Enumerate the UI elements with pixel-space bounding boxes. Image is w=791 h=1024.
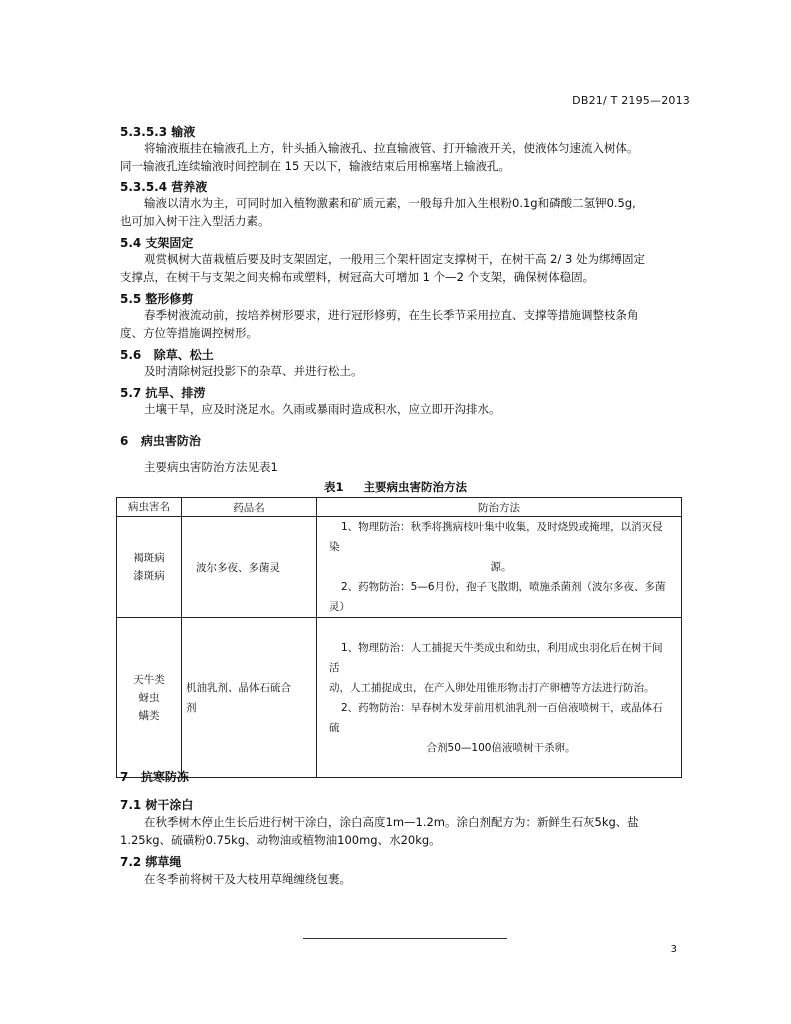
header-drug-name: 药品名 xyxy=(182,498,317,517)
table-caption: 表1 主要病虫害防治方法 xyxy=(323,480,468,494)
table-row xyxy=(117,618,682,778)
paragraph: 土壤干旱，应及时浇足水。久雨或暴雨时造成积水，应立即开沟排水。 xyxy=(144,402,501,416)
footer-divider xyxy=(303,938,507,939)
header-method: 防治方法 xyxy=(317,498,682,517)
paragraph: 将输液瓶挂在输液孔上方，针头插入输液孔、拉直输液管、打开输液开关，使液体匀速流入树体。 xyxy=(144,141,639,155)
section-7-2-title: 7.2 绑草绳 xyxy=(120,855,182,869)
method-line: 1、物理防治：人工捕捉天牛类成虫和幼虫，利用成虫羽化后在树干间活 xyxy=(329,641,663,674)
section-5-3-5-3-title: 5.3.5.3 输液 xyxy=(120,125,196,139)
section-7-1-title: 7.1 树干涂白 xyxy=(120,798,194,812)
section-5-6-title: 5.6 除草、松土 xyxy=(120,348,214,362)
pest-line: 褐斑病 xyxy=(133,552,165,564)
section-6-title: 6 病虫害防治 xyxy=(120,434,201,448)
paragraph: 输液以清水为主，可同时加入植物激素和矿质元素，一般每升加入生根粉0.1g和磷酸二氢钾0.5g, xyxy=(144,196,636,210)
section-5-3-5-4-title: 5.3.5.4 营养液 xyxy=(120,180,208,194)
paragraph: 在秋季树木停止生长后进行树干涂白，涂白高度1m—1.2m。涂白剂配方为：新鲜生石灰5kg、盐 xyxy=(144,815,639,829)
method-cell xyxy=(317,618,682,778)
pest-line: 漆斑病 xyxy=(133,570,165,582)
method-line: 2、药物防治：早春树木发芽前用机油乳剂一百倍液喷树干，或晶体石硫 xyxy=(329,701,663,734)
paragraph: 支撑点，在树干与支架之间夹棉布或塑料，树冠高大可增加 1 个—2 个支架，确保树体稳固。 xyxy=(120,270,595,284)
paragraph: 在冬季前将树干及大枝用草绳缠绕包裹。 xyxy=(144,872,351,886)
method-line: 2、药物防治：5—6月份，孢子飞散期，喷施杀菌剂（波尔多夜、多菌灵） xyxy=(329,581,666,613)
page-number: 3 xyxy=(670,944,677,955)
section-5-4-title: 5.4 支架固定 xyxy=(120,236,194,250)
section-5-5-title: 5.5 整形修剪 xyxy=(120,292,194,306)
paragraph: 度、方位等措施调控树形。 xyxy=(120,326,258,340)
paragraph: 1.25kg、硫磺粉0.75kg、动物油或植物油100mg、水20kg。 xyxy=(120,833,441,847)
drug-line: 机油乳剂、晶体石硫合 xyxy=(186,681,291,694)
document-code: DB21/ T 2195—2013 xyxy=(572,94,690,107)
pest-control-table xyxy=(116,497,682,778)
method-line: 源。 xyxy=(490,561,512,573)
table-row xyxy=(117,517,682,618)
pest-line: 天牛类 xyxy=(133,673,165,686)
method-cell xyxy=(317,517,682,618)
pest-cell xyxy=(117,618,182,778)
pest-line: 蚜虫 xyxy=(138,691,160,704)
section-7-title: 7 抗寒防冻 xyxy=(120,770,189,784)
paragraph: 同一输液孔连续输液时间控制在 15 天以下，输液结束后用棉塞堵上输液孔。 xyxy=(120,159,510,173)
method-line: 动，人工捕捉成虫，在产入卵处用锥形物击打产卵槽等方法进行防治。 xyxy=(329,681,655,694)
paragraph: 及时清除树冠投影下的杂草、并进行松土。 xyxy=(144,364,363,378)
section-5-7-title: 5.7 抗旱、排涝 xyxy=(120,386,206,400)
drug-line: 剂 xyxy=(186,701,197,714)
drug-line: 波尔多夜、多菌灵 xyxy=(196,561,280,574)
method-line: 1、物理防治：秋季将携病枝叶集中收集，及时烧毁或掩埋，以消灭侵染 xyxy=(329,521,663,553)
paragraph: 也可加入树干注入型活力素。 xyxy=(120,214,270,228)
method-line: 合剂50—100倍液喷树干杀卵。 xyxy=(426,741,576,754)
paragraph: 春季树液流动前，按培养树形要求，进行冠形修剪，在生长季节采用拉直、支撑等措施调整枝条角 xyxy=(144,308,639,322)
pest-line: 螨类 xyxy=(138,709,160,722)
table-header-row xyxy=(117,498,682,517)
drug-cell xyxy=(182,618,317,778)
pest-cell xyxy=(117,517,182,618)
paragraph: 主要病虫害防治方法见表1 xyxy=(144,460,278,474)
drug-cell xyxy=(182,517,317,618)
header-pest-name: 病虫害名 xyxy=(117,498,182,517)
paragraph: 观赏枫树大苗栽植后要及时支架固定，一般用三个架杆固定支撑树干，在树干高 2/ 3 处为绑缚固定 xyxy=(144,252,645,266)
